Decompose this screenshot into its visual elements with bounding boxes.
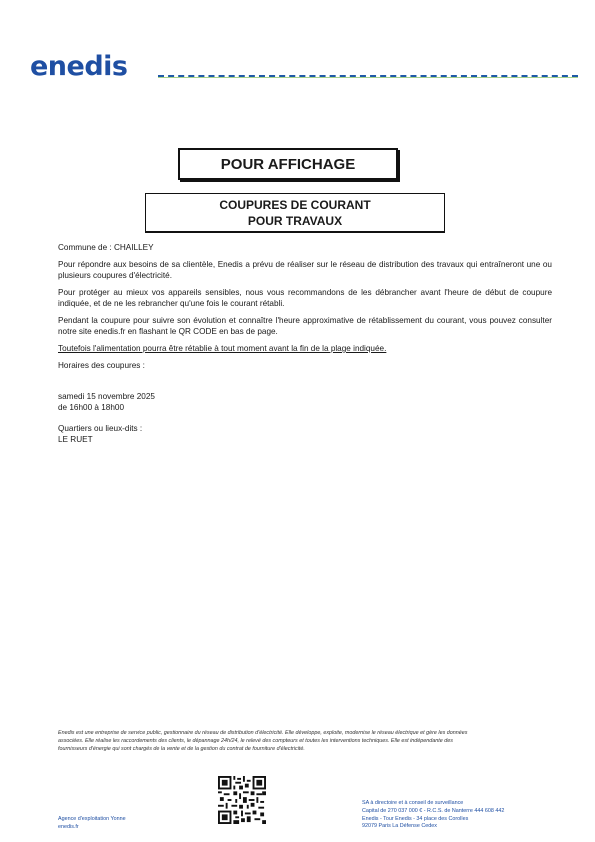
- hours-label: Horaires des coupures :: [58, 361, 145, 370]
- notice-title: POUR AFFICHAGE: [220, 155, 356, 173]
- warning-line: Toutefois l'alimentation pourra être rétablie à tout moment avant la fin de la plage indiquée.: [58, 344, 387, 353]
- footer-info-line: SA à directoire et à conseil de surveillance: [362, 800, 464, 806]
- footer-company-info: [362, 800, 504, 831]
- logo-text: enedis: [30, 51, 128, 82]
- qr-code[interactable]: [218, 776, 266, 824]
- footer-agency-name: Agence d'exploitation Yonne: [58, 816, 126, 822]
- legal-line: Enedis est une entreprise de service public, gestionnaire du réseau de distribution d'électricité. Elle développe, exploite, modernise le réseau électrique et gère les données: [58, 730, 468, 736]
- notice-subtitle-line2: POUR TRAVAUX: [247, 214, 343, 228]
- places-label: Quartiers ou lieux-dits :: [58, 424, 143, 433]
- paragraph-needs: Pour répondre aux besoins de sa clientèle, Enedis a prévu de réaliser sur le réseau de distribution des travaux qui entraîneront une ou plusieurs coupures d'électricité.: [58, 260, 552, 280]
- notice-subtitle-line1: COUPURES DE COURANT: [219, 198, 371, 212]
- footer-agency: [58, 816, 126, 831]
- paragraph-protect: Pour protéger au mieux vos appareils sensibles, nous vous recommandons de les débrancher avant l'heure de début de coupure indiquée, et de ne les rebrancher qu'une fois le courant rétabli.: [58, 288, 552, 308]
- cut-time: de 16h00 à 18h00: [58, 403, 125, 412]
- header-rule-accent: [158, 77, 578, 78]
- paragraph-followup: Pendant la coupure pour suivre son évolution et connaître l'heure approximative de rétablissement du courant, vous pouvez consulter notre site enedis.fr en flashant le QR CODE en bas de page.: [58, 316, 552, 336]
- enedis-logo: [30, 52, 128, 82]
- places-value: LE RUET: [58, 435, 93, 444]
- legal-notice: [58, 729, 552, 753]
- legal-line: associées. Elle réalise les raccordements des clients, le dépannage 24h/24, le relevé des compteurs et toutes les interventions techniques. Elle est indépendante des: [58, 738, 453, 744]
- footer-info-line: Enedis - Tour Enedis - 34 place des Corolles: [362, 815, 469, 822]
- footer-info-line: 92079 Paris La Défense Cedex: [362, 823, 437, 830]
- notice-subtitle-box: [145, 193, 445, 233]
- footer-info-line: Capital de 270 037 000 € - R.C.S. de Nanterre 444 608 442: [362, 807, 505, 814]
- notice-title-box: [178, 148, 398, 180]
- footer-website-link[interactable]: enedis.fr: [58, 823, 79, 830]
- legal-line: fournisseurs d'énergie qui sont chargés de la vente et de la gestion du contrat de fourniture d'électricité.: [58, 746, 305, 752]
- notice-body: [58, 242, 552, 445]
- commune-line: Commune de : CHAILLEY: [58, 243, 154, 252]
- cut-date: samedi 15 novembre 2025: [58, 392, 155, 401]
